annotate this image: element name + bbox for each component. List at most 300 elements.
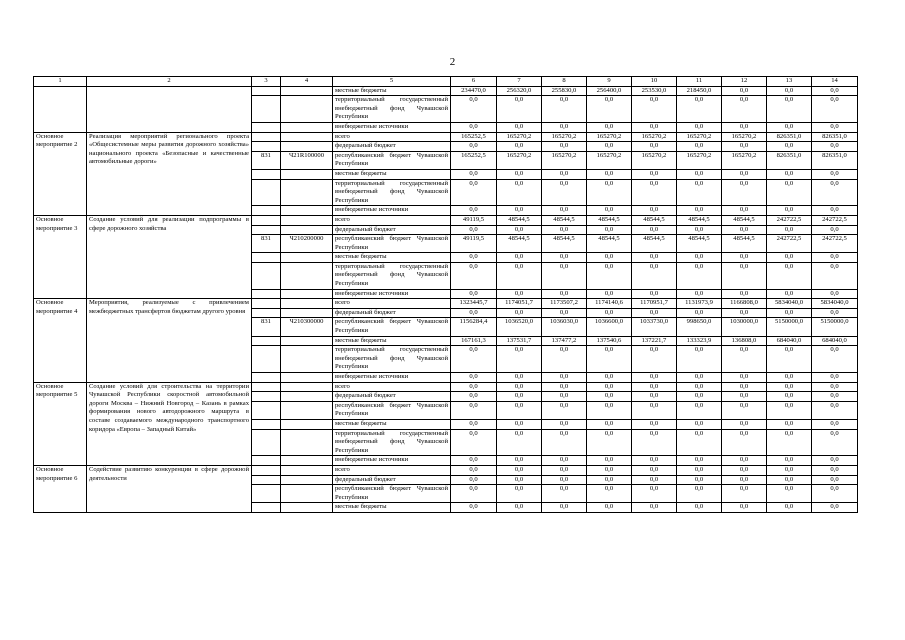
amount-cell: 0,0: [587, 373, 632, 383]
amount-cell: 0,0: [677, 169, 722, 179]
funding-source: всего: [333, 465, 451, 475]
amount-cell: 0,0: [632, 503, 677, 513]
amount-cell: 256400,0: [587, 86, 632, 96]
funding-source: местные бюджеты: [333, 419, 451, 429]
amount-cell: 0,0: [632, 373, 677, 383]
table-row: [34, 86, 858, 96]
amount-cell: 0,0: [451, 122, 497, 132]
amount-cell: 0,0: [587, 96, 632, 123]
funding-source: территориальный государственный внебюджетный фонд Чувашской Республики: [333, 179, 451, 206]
responsible-code-empty: [252, 299, 281, 309]
amount-cell: 165270,2: [632, 151, 677, 169]
responsible-code-empty: [252, 142, 281, 152]
amount-cell: 165270,2: [497, 132, 542, 142]
amount-cell: 48544,5: [632, 235, 677, 253]
amount-cell: 1036520,0: [497, 318, 542, 336]
budget-classification-empty: [281, 475, 333, 485]
amount-cell: 0,0: [722, 419, 767, 429]
amount-cell: 0,0: [677, 485, 722, 503]
responsible-code-empty: [252, 215, 281, 225]
amount-cell: 0,0: [677, 475, 722, 485]
amount-cell: 0,0: [722, 308, 767, 318]
amount-cell: 0,0: [767, 308, 812, 318]
budget-classification-empty: [281, 96, 333, 123]
table-row: [34, 215, 858, 225]
amount-cell: 0,0: [497, 485, 542, 503]
amount-cell: 0,0: [632, 429, 677, 456]
amount-cell: 0,0: [632, 122, 677, 132]
amount-cell: 0,0: [497, 225, 542, 235]
amount-cell: 0,0: [587, 456, 632, 466]
amount-cell: 242722,5: [812, 235, 858, 253]
amount-cell: 0,0: [632, 289, 677, 299]
amount-cell: 0,0: [542, 475, 587, 485]
amount-cell: 0,0: [497, 96, 542, 123]
amount-cell: 5834040,0: [767, 299, 812, 309]
amount-cell: 0,0: [767, 253, 812, 263]
amount-cell: 49119,5: [451, 215, 497, 225]
amount-cell: 0,0: [587, 262, 632, 289]
funding-source: республиканский бюджет Чувашской Республики: [333, 485, 451, 503]
amount-cell: 0,0: [587, 401, 632, 419]
funding-source: федеральный бюджет: [333, 308, 451, 318]
funding-source: местные бюджеты: [333, 336, 451, 346]
amount-cell: 0,0: [677, 392, 722, 402]
amount-cell: 0,0: [497, 465, 542, 475]
amount-cell: 165270,2: [587, 151, 632, 169]
amount-cell: 0,0: [451, 456, 497, 466]
amount-cell: 0,0: [632, 96, 677, 123]
budget-classification-empty: [281, 419, 333, 429]
amount-cell: 0,0: [677, 373, 722, 383]
amount-cell: 0,0: [497, 419, 542, 429]
responsible-code: [252, 122, 281, 132]
amount-cell: 0,0: [497, 503, 542, 513]
activity-description: Создание условий для реализации подпрограммы в сфере дорожного хозяйства: [87, 215, 252, 298]
amount-cell: 0,0: [451, 429, 497, 456]
amount-cell: 0,0: [632, 169, 677, 179]
amount-cell: 998650,0: [677, 318, 722, 336]
amount-cell: 0,0: [722, 206, 767, 216]
amount-cell: 1323445,7: [451, 299, 497, 309]
amount-cell: 0,0: [767, 503, 812, 513]
funding-source: республиканский бюджет Чувашской Республики: [333, 235, 451, 253]
amount-cell: 5150000,0: [812, 318, 858, 336]
amount-cell: 0,0: [767, 475, 812, 485]
amount-cell: 1166808,0: [722, 299, 767, 309]
amount-cell: 0,0: [812, 465, 858, 475]
amount-cell: 242722,5: [767, 235, 812, 253]
funding-source: территориальный государственный внебюджетный фонд Чувашской Республики: [333, 346, 451, 373]
amount-cell: 0,0: [451, 262, 497, 289]
budget-classification-empty: [281, 132, 333, 142]
budget-classification-empty: [281, 346, 333, 373]
amount-cell: 0,0: [677, 142, 722, 152]
column-number: 13: [767, 77, 812, 87]
budget-classification-empty: [281, 503, 333, 513]
funding-source: федеральный бюджет: [333, 475, 451, 485]
amount-cell: 0,0: [497, 456, 542, 466]
amount-cell: 0,0: [542, 419, 587, 429]
amount-cell: 137531,7: [497, 336, 542, 346]
amount-cell: 0,0: [542, 289, 587, 299]
amount-cell: 0,0: [451, 475, 497, 485]
amount-cell: 0,0: [542, 179, 587, 206]
amount-cell: 0,0: [722, 225, 767, 235]
responsible-code: [252, 401, 281, 419]
amount-cell: 0,0: [587, 253, 632, 263]
amount-cell: 165270,2: [722, 151, 767, 169]
amount-cell: 0,0: [497, 179, 542, 206]
column-number: 8: [542, 77, 587, 87]
amount-cell: 0,0: [542, 122, 587, 132]
amount-cell: 0,0: [767, 485, 812, 503]
funding-source: республиканский бюджет Чувашской Республики: [333, 151, 451, 169]
amount-cell: 0,0: [677, 503, 722, 513]
amount-cell: 0,0: [497, 392, 542, 402]
amount-cell: 0,0: [451, 373, 497, 383]
amount-cell: 0,0: [722, 392, 767, 402]
amount-cell: 0,0: [632, 346, 677, 373]
amount-cell: 0,0: [767, 401, 812, 419]
amount-cell: 0,0: [451, 485, 497, 503]
amount-cell: 684040,0: [767, 336, 812, 346]
amount-cell: 0,0: [722, 373, 767, 383]
amount-cell: 0,0: [767, 96, 812, 123]
amount-cell: 167161,3: [451, 336, 497, 346]
column-number: 12: [722, 77, 767, 87]
amount-cell: 0,0: [587, 346, 632, 373]
amount-cell: 0,0: [587, 392, 632, 402]
responsible-code-empty: [252, 86, 281, 96]
amount-cell: 0,0: [812, 485, 858, 503]
responsible-code-empty: [252, 179, 281, 206]
amount-cell: 0,0: [812, 122, 858, 132]
amount-cell: 0,0: [632, 142, 677, 152]
amount-cell: 0,0: [722, 262, 767, 289]
amount-cell: 0,0: [812, 419, 858, 429]
funding-source: внебюджетные источники: [333, 456, 451, 466]
amount-cell: 256320,0: [497, 86, 542, 96]
amount-cell: 0,0: [812, 225, 858, 235]
funding-source: территориальный государственный внебюджетный фонд Чувашской Республики: [333, 262, 451, 289]
amount-cell: 0,0: [767, 456, 812, 466]
amount-cell: 0,0: [632, 475, 677, 485]
budget-classification-empty: [281, 169, 333, 179]
table-row: [34, 465, 858, 475]
amount-cell: 234470,0: [451, 86, 497, 96]
amount-cell: 0,0: [812, 475, 858, 485]
responsible-code-empty: [252, 429, 281, 456]
amount-cell: 826351,0: [767, 132, 812, 142]
responsible-code-empty: [252, 132, 281, 142]
amount-cell: 165252,5: [451, 132, 497, 142]
budget-classification-code: [281, 485, 333, 503]
funding-source: федеральный бюджет: [333, 392, 451, 402]
amount-cell: 0,0: [451, 308, 497, 318]
budget-classification-empty: [281, 179, 333, 206]
amount-cell: 0,0: [497, 262, 542, 289]
activity-description: Создание условий для строительства на территории Чувашской Республики скоростной автомобильной дороги Москва – Нижний Новгород – Казань в рамках формирования нового автодорожного маршрута в составе создаваемого международного транспортного коридора «Европа – Западный Китай»: [87, 382, 252, 465]
funding-source: всего: [333, 299, 451, 309]
amount-cell: 0,0: [722, 485, 767, 503]
amount-cell: 0,0: [542, 96, 587, 123]
table-row: [34, 132, 858, 142]
responsible-code-empty: [252, 419, 281, 429]
amount-cell: 0,0: [722, 179, 767, 206]
amount-cell: 826351,0: [812, 132, 858, 142]
budget-classification-empty: [281, 373, 333, 383]
amount-cell: 0,0: [632, 465, 677, 475]
amount-cell: 1170951,7: [632, 299, 677, 309]
activity-name: Основное мероприятие 3: [34, 215, 87, 298]
amount-cell: 0,0: [451, 289, 497, 299]
amount-cell: 0,0: [542, 373, 587, 383]
amount-cell: 0,0: [767, 86, 812, 96]
amount-cell: 0,0: [451, 96, 497, 123]
activity-name: Основное мероприятие 6: [34, 465, 87, 512]
amount-cell: 0,0: [722, 401, 767, 419]
amount-cell: 0,0: [677, 206, 722, 216]
responsible-code-empty: [252, 169, 281, 179]
amount-cell: 0,0: [451, 392, 497, 402]
amount-cell: 0,0: [632, 419, 677, 429]
amount-cell: 0,0: [767, 289, 812, 299]
amount-cell: 0,0: [542, 206, 587, 216]
funding-source: федеральный бюджет: [333, 225, 451, 235]
amount-cell: 0,0: [812, 142, 858, 152]
funding-source: всего: [333, 215, 451, 225]
amount-cell: 0,0: [497, 401, 542, 419]
amount-cell: 0,0: [722, 122, 767, 132]
amount-cell: 0,0: [497, 429, 542, 456]
amount-cell: 0,0: [722, 253, 767, 263]
amount-cell: 0,0: [542, 401, 587, 419]
funding-source: внебюджетные источники: [333, 289, 451, 299]
amount-cell: 0,0: [587, 465, 632, 475]
amount-cell: 5150000,0: [767, 318, 812, 336]
amount-cell: 48544,5: [542, 215, 587, 225]
amount-cell: 0,0: [722, 429, 767, 456]
amount-cell: 48544,5: [632, 215, 677, 225]
amount-cell: 0,0: [497, 382, 542, 392]
funding-source: местные бюджеты: [333, 86, 451, 96]
amount-cell: 0,0: [767, 382, 812, 392]
amount-cell: 0,0: [497, 253, 542, 263]
funding-source: местные бюджеты: [333, 253, 451, 263]
amount-cell: 1030000,0: [722, 318, 767, 336]
amount-cell: 0,0: [812, 289, 858, 299]
budget-classification-empty: [281, 86, 333, 96]
column-number: 1: [34, 77, 87, 87]
amount-cell: 0,0: [812, 382, 858, 392]
funding-source: местные бюджеты: [333, 503, 451, 513]
amount-cell: 0,0: [677, 419, 722, 429]
amount-cell: 0,0: [677, 308, 722, 318]
amount-cell: 136808,0: [722, 336, 767, 346]
amount-cell: 0,0: [587, 382, 632, 392]
amount-cell: 0,0: [497, 373, 542, 383]
activity-description: Мероприятия, реализуемые с привлечением межбюджетных трансфертов бюджетам другого уровня: [87, 299, 252, 382]
amount-cell: 1131973,9: [677, 299, 722, 309]
funding-source: территориальный государственный внебюджетный фонд Чувашской Республики: [333, 96, 451, 123]
column-number-row: [34, 77, 858, 87]
budget-classification-empty: [281, 465, 333, 475]
amount-cell: 0,0: [677, 382, 722, 392]
amount-cell: 0,0: [542, 456, 587, 466]
amount-cell: 0,0: [677, 253, 722, 263]
responsible-code-empty: [252, 206, 281, 216]
amount-cell: 165270,2: [722, 132, 767, 142]
budget-classification-empty: [281, 308, 333, 318]
amount-cell: 137477,2: [542, 336, 587, 346]
amount-cell: 826351,0: [767, 151, 812, 169]
funding-source: внебюджетные источники: [333, 373, 451, 383]
amount-cell: 0,0: [812, 253, 858, 263]
budget-classification-empty: [281, 215, 333, 225]
amount-cell: 0,0: [542, 485, 587, 503]
amount-cell: 0,0: [812, 169, 858, 179]
amount-cell: 0,0: [542, 429, 587, 456]
table-row: [34, 382, 858, 392]
responsible-code: 831: [252, 318, 281, 336]
amount-cell: 0,0: [767, 142, 812, 152]
responsible-code-empty: [252, 262, 281, 289]
budget-classification-empty: [281, 382, 333, 392]
amount-cell: 684040,0: [812, 336, 858, 346]
column-number: 7: [497, 77, 542, 87]
column-number: 4: [281, 77, 333, 87]
funding-source: республиканский бюджет Чувашской Республики: [333, 318, 451, 336]
amount-cell: 0,0: [497, 169, 542, 179]
responsible-code-empty: [252, 456, 281, 466]
responsible-code-empty: [252, 336, 281, 346]
column-number: 3: [252, 77, 281, 87]
amount-cell: 1174051,7: [497, 299, 542, 309]
amount-cell: 0,0: [722, 475, 767, 485]
amount-cell: 0,0: [632, 392, 677, 402]
amount-cell: 0,0: [542, 382, 587, 392]
amount-cell: 242722,5: [767, 215, 812, 225]
amount-cell: 0,0: [587, 142, 632, 152]
budget-classification-empty: [281, 253, 333, 263]
budget-classification-empty: [281, 299, 333, 309]
column-number: 5: [333, 77, 451, 87]
amount-cell: 0,0: [767, 392, 812, 402]
amount-cell: 48544,5: [722, 215, 767, 225]
responsible-code-empty: [252, 475, 281, 485]
amount-cell: 0,0: [767, 465, 812, 475]
amount-cell: 242722,5: [812, 215, 858, 225]
budget-classification-empty: [281, 392, 333, 402]
amount-cell: 0,0: [767, 429, 812, 456]
amount-cell: 0,0: [497, 346, 542, 373]
amount-cell: 0,0: [542, 346, 587, 373]
amount-cell: 0,0: [497, 475, 542, 485]
amount-cell: 0,0: [451, 465, 497, 475]
funding-source: внебюджетные источники: [333, 122, 451, 132]
responsible-code-empty: [252, 392, 281, 402]
amount-cell: 0,0: [587, 429, 632, 456]
funding-source: территориальный государственный внебюджетный фонд Чувашской Республики: [333, 429, 451, 456]
amount-cell: 0,0: [677, 262, 722, 289]
amount-cell: 0,0: [451, 225, 497, 235]
amount-cell: 0,0: [812, 429, 858, 456]
amount-cell: 0,0: [722, 456, 767, 466]
amount-cell: 0,0: [451, 179, 497, 206]
amount-cell: 826351,0: [812, 151, 858, 169]
amount-cell: 0,0: [542, 503, 587, 513]
amount-cell: 0,0: [542, 142, 587, 152]
amount-cell: 0,0: [587, 225, 632, 235]
budget-classification-code: [281, 401, 333, 419]
budget-classification-empty: [281, 336, 333, 346]
amount-cell: 0,0: [451, 253, 497, 263]
budget-classification-empty: [281, 429, 333, 456]
budget-classification-empty: [281, 262, 333, 289]
amount-cell: 0,0: [767, 419, 812, 429]
amount-cell: 0,0: [677, 96, 722, 123]
amount-cell: 48544,5: [587, 215, 632, 225]
amount-cell: 0,0: [812, 96, 858, 123]
amount-cell: 0,0: [451, 169, 497, 179]
responsible-code-empty: [252, 503, 281, 513]
budget-table: [33, 76, 858, 513]
amount-cell: 0,0: [587, 122, 632, 132]
funding-source: федеральный бюджет: [333, 142, 451, 152]
amount-cell: 0,0: [812, 401, 858, 419]
amount-cell: 48544,5: [542, 235, 587, 253]
amount-cell: 0,0: [542, 169, 587, 179]
responsible-code-empty: [252, 346, 281, 373]
amount-cell: 1036030,0: [542, 318, 587, 336]
amount-cell: 0,0: [542, 253, 587, 263]
budget-classification-empty: [281, 142, 333, 152]
responsible-code-empty: [252, 96, 281, 123]
amount-cell: 0,0: [722, 503, 767, 513]
budget-classification-empty: [281, 456, 333, 466]
budget-classification-empty: [281, 206, 333, 216]
amount-cell: 0,0: [497, 289, 542, 299]
budget-classification-empty: [281, 289, 333, 299]
amount-cell: 1033730,0: [632, 318, 677, 336]
amount-cell: 137540,6: [587, 336, 632, 346]
amount-cell: 0,0: [767, 225, 812, 235]
responsible-code-empty: [252, 308, 281, 318]
amount-cell: 253530,0: [632, 86, 677, 96]
amount-cell: 137221,7: [632, 336, 677, 346]
amount-cell: 0,0: [632, 262, 677, 289]
amount-cell: 0,0: [812, 503, 858, 513]
amount-cell: 48544,5: [677, 215, 722, 225]
amount-cell: 0,0: [722, 382, 767, 392]
activity-name: [34, 86, 87, 132]
funding-source: местные бюджеты: [333, 169, 451, 179]
budget-classification-code: Ч210300000: [281, 318, 333, 336]
responsible-code-empty: [252, 373, 281, 383]
responsible-code: [252, 485, 281, 503]
budget-classification-code: Ч210200000: [281, 235, 333, 253]
responsible-code-empty: [252, 289, 281, 299]
amount-cell: 165270,2: [497, 151, 542, 169]
amount-cell: 0,0: [767, 179, 812, 206]
amount-cell: 48544,5: [587, 235, 632, 253]
amount-cell: 48544,5: [677, 235, 722, 253]
amount-cell: 0,0: [722, 96, 767, 123]
column-number: 6: [451, 77, 497, 87]
amount-cell: 0,0: [812, 392, 858, 402]
amount-cell: 0,0: [677, 346, 722, 373]
